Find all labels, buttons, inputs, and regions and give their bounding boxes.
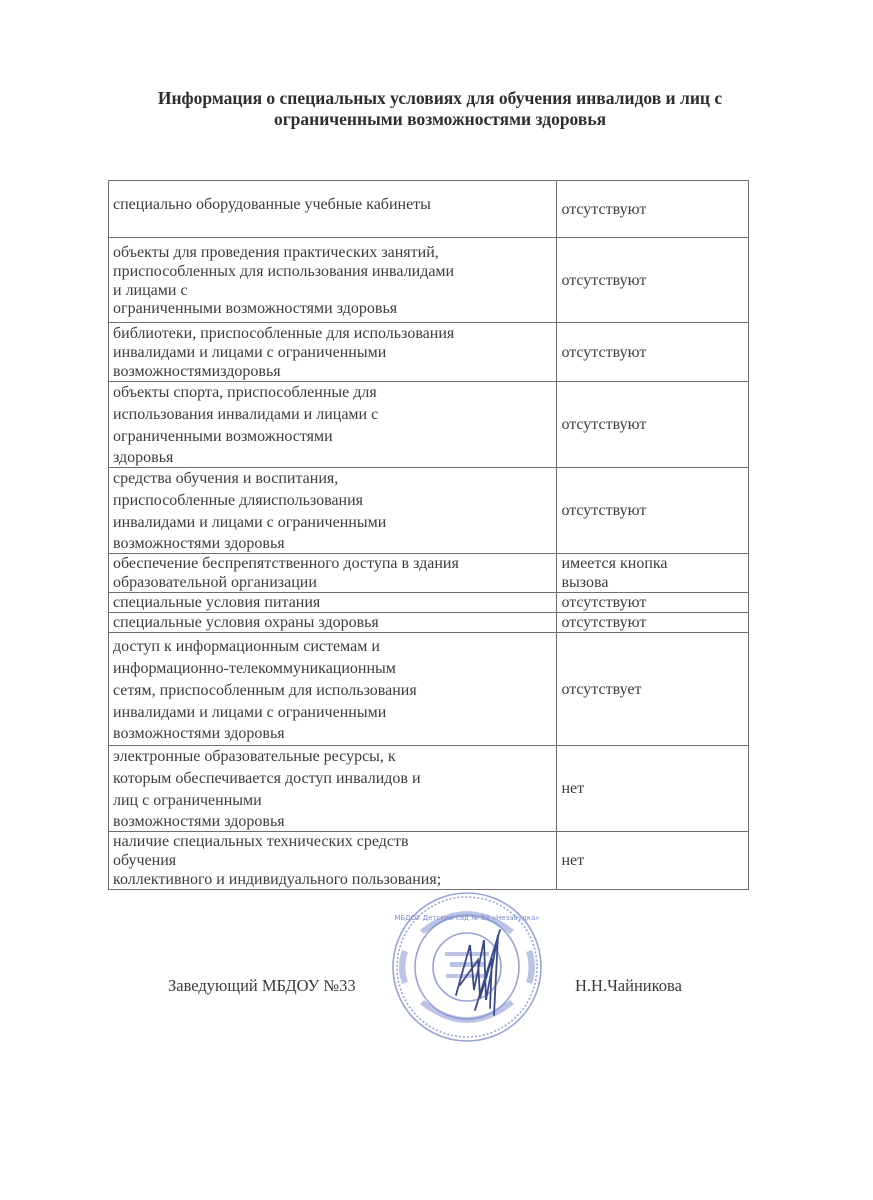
condition-cell [109, 181, 557, 238]
table-row [109, 633, 749, 746]
condition-text: библиотеки, приспособленные для использования [113, 324, 455, 342]
condition-text: электронные образовательные ресурсы, к [113, 748, 396, 765]
condition-text: использования инвалидами и лицами с [113, 406, 379, 423]
condition-cell [109, 554, 557, 593]
status-text: вызова [561, 574, 609, 591]
status-text: отсутствуют [561, 271, 647, 289]
status-cell [557, 832, 749, 890]
document-title [100, 88, 780, 130]
condition-cell [109, 382, 557, 468]
condition-text: обучения [113, 852, 177, 869]
condition-text: специально оборудованные учебные кабинеты [113, 196, 431, 213]
status-text: отсутствуют [561, 200, 647, 218]
title-line-1: Информация о специальных условиях для обучения инвалидов и лиц с [157, 88, 723, 108]
condition-text: средства обучения и воспитания, [113, 470, 339, 487]
status-text: отсутствуют [561, 502, 647, 519]
condition-text: доступ к информационным системам и [113, 637, 380, 655]
table-row [109, 323, 749, 382]
status-cell [557, 633, 749, 746]
condition-text: возможностями здоровья [113, 535, 285, 552]
status-cell [557, 593, 749, 613]
condition-text: приспособленные дляиспользования [113, 492, 364, 509]
table-row [109, 468, 749, 554]
signature-name: Н.Н.Чайникова [575, 976, 682, 995]
table-row [109, 593, 749, 613]
status-text: отсутствуют [561, 416, 647, 433]
condition-cell [109, 633, 557, 746]
condition-text: обеспечение беспрепятственного доступа в здания [113, 555, 459, 572]
status-cell [557, 238, 749, 323]
status-cell [557, 613, 749, 633]
condition-text: которым обеспечивается доступ инвалидов и [113, 770, 421, 787]
condition-text: коллективного и индивидуального пользования; [113, 871, 442, 888]
condition-text: инвалидами и лицами с ограниченными [113, 703, 387, 721]
title-line-2: ограниченными возможностями здоровья [273, 109, 607, 129]
condition-text: образовательной организации [113, 574, 317, 591]
table-row [109, 613, 749, 633]
table-row [109, 382, 749, 468]
status-text: нет [561, 852, 585, 869]
status-text: имеется кнопка [561, 555, 668, 572]
condition-text: возможностямиздоровья [113, 362, 281, 380]
status-text: отсутствуют [561, 594, 647, 611]
table-row [109, 554, 749, 593]
condition-text: информационно-телекоммуникационным [113, 659, 396, 677]
condition-cell [109, 613, 557, 633]
table-row [109, 746, 749, 832]
condition-text: ограниченными возможностями [113, 428, 333, 445]
condition-text: инвалидами и лицами с ограниченными [113, 514, 387, 531]
condition-text: ограниченными возможностями здоровья [113, 300, 398, 317]
condition-text: возможностями здоровья [113, 724, 285, 742]
status-text: отсутствует [561, 680, 642, 698]
status-text: отсутствуют [561, 343, 647, 361]
status-cell [557, 746, 749, 832]
condition-text: специальные условия охраны здоровья [113, 614, 379, 631]
condition-text: объекты для проведения практических занятий, [113, 244, 439, 261]
condition-text: специальные условия питания [113, 594, 321, 611]
condition-cell [109, 746, 557, 832]
table-row [109, 238, 749, 323]
condition-text: и лицами с [113, 282, 188, 299]
condition-text: сетям, приспособленным для использования [113, 681, 417, 699]
condition-cell [109, 832, 557, 890]
signature-scribble-icon [456, 930, 500, 1015]
status-cell [557, 382, 749, 468]
status-text: отсутствуют [561, 614, 647, 631]
status-text: нет [561, 780, 585, 797]
condition-cell [109, 238, 557, 323]
condition-cell [109, 593, 557, 613]
condition-text: здоровья [113, 449, 174, 466]
condition-text: лиц с ограниченными [113, 792, 262, 809]
condition-text: возможностями здоровья [113, 813, 285, 830]
official-stamp-icon [390, 890, 545, 1045]
signature-position: Заведующий МБДОУ №33 [168, 976, 356, 995]
condition-cell [109, 468, 557, 554]
status-cell [557, 181, 749, 238]
condition-text: объекты спорта, приспособленные для [113, 384, 377, 401]
condition-cell [109, 323, 557, 382]
condition-text: наличие специальных технических средств [113, 833, 409, 850]
status-cell [557, 323, 749, 382]
status-cell [557, 554, 749, 593]
status-cell [557, 468, 749, 554]
table-row [109, 832, 749, 890]
condition-text: приспособленных для использования инвалидами [113, 263, 455, 280]
conditions-table [108, 180, 749, 890]
stamp-text: МБДОУ Детский сад № 33 «Незабудка» [394, 914, 540, 922]
table-row [109, 181, 749, 238]
condition-text: инвалидами и лицами с ограниченными [113, 343, 387, 361]
